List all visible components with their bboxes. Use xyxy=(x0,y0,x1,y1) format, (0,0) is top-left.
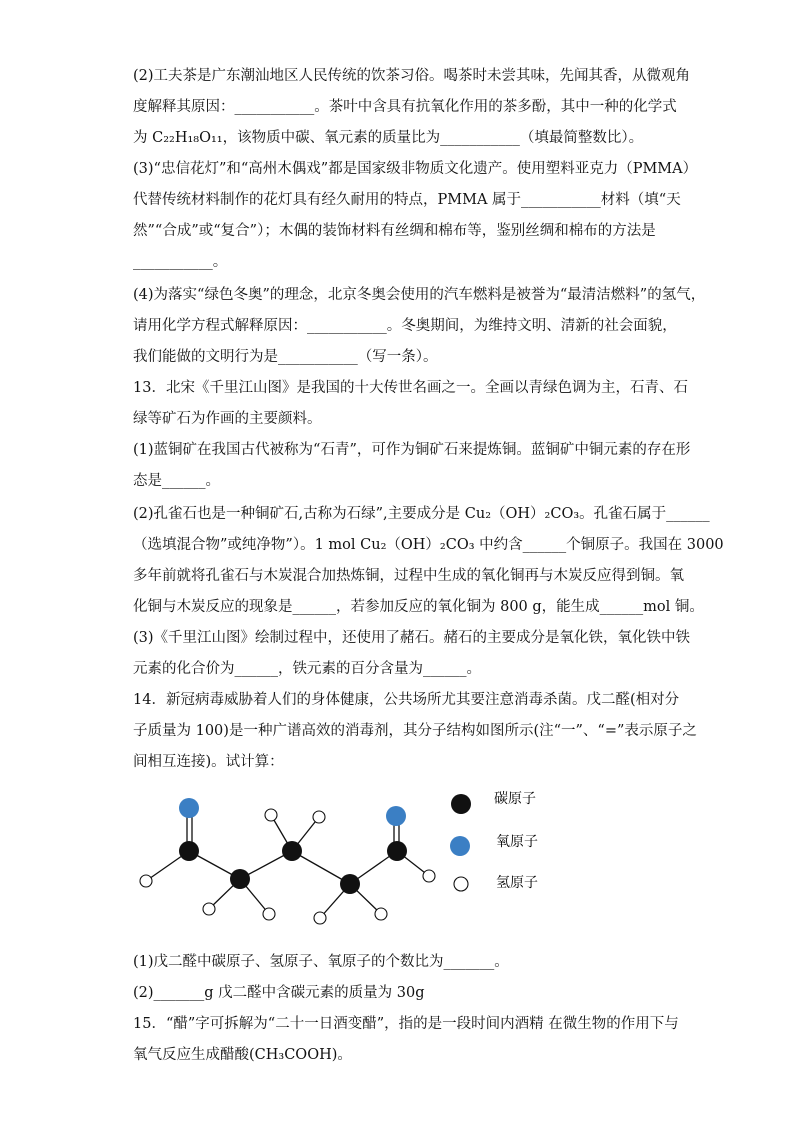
glutaraldehyde-structure-diagram xyxy=(130,790,590,940)
carbon-atom xyxy=(387,841,407,861)
legend-oxygen-icon xyxy=(450,836,470,856)
hydrogen-atom xyxy=(423,870,435,882)
carbon-atom xyxy=(340,874,360,894)
text-line: 氧气反应生成醋酸(CH₃COOH)。 xyxy=(133,1047,352,1063)
hydrogen-atom xyxy=(140,875,152,887)
legend-hydrogen-label: 氢原子 xyxy=(496,875,538,891)
text-line: 请用化学方程式解释原因：___________。冬奥期间，为维持文明、清新的社会面貌， xyxy=(133,318,677,334)
text-line: 我们能做的文明行为是___________（写一条）。 xyxy=(133,349,438,365)
hydrogen-atom xyxy=(313,811,325,823)
text-line: (2)_______g 戊二醛中含碳元素的质量为 30g xyxy=(133,985,425,1001)
text-line: (4)为落实“绿色冬奥”的理念，北京冬奥会使用的汽车燃料是被誉为“最清洁燃料”的氢气， xyxy=(133,287,706,303)
legend-oxygen-label: 氧原子 xyxy=(496,834,538,850)
text-line: （选填混合物”或纯净物”）。1 mol Cu₂（OH）₂CO₃ 中约含______个铜原子。我国在 3000 xyxy=(133,537,724,553)
hydrogen-atom xyxy=(265,809,277,821)
text-line: 多年前就将孔雀石与木炭混合加热炼铜，过程中生成的氧化铜再与木炭反应得到铜。氧 xyxy=(133,568,684,584)
hydrogen-atom xyxy=(263,908,275,920)
text-line: (3)《千里江山图》绘制过程中，还使用了赭石。赭石的主要成分是氧化铁，氧化铁中铁 xyxy=(133,630,691,646)
text-line: 子质量为 100)是一种广谱高效的消毒剂，其分子结构如图所示(注“一”、“=”表示原子之 xyxy=(133,723,697,739)
text-line: 为 C₂₂H₁₈O₁₁，该物质中碳、氧元素的质量比为___________（填最简整数比）。 xyxy=(133,130,644,146)
text-line: 化铜与木炭反应的现象是______，若参加反应的氧化铜为 800 g，能生成______mol 铜。 xyxy=(133,599,704,615)
text-line: 态是______。 xyxy=(133,473,220,489)
legend-hydrogen-icon xyxy=(454,877,468,891)
text-line: (2)工夫茶是广东潮汕地区人民传统的饮茶习俗。喝茶时未尝其味，先闻其香，从微观角 xyxy=(133,68,691,84)
legend-carbon-icon xyxy=(451,794,471,814)
text-line: 绿等矿石为作画的主要颜料。 xyxy=(133,411,322,427)
text-line: 间相互连接)。试计算： xyxy=(133,754,284,770)
carbon-atom xyxy=(179,841,199,861)
hydrogen-atom xyxy=(203,903,215,915)
text-line: 元素的化合价为______，铁元素的百分含量为______。 xyxy=(133,661,481,677)
question-15-heading: 15．“醋”字可拆解为“二十一日酒变醋”，指的是一段时间内酒精 在微生物的作用下与 xyxy=(133,1016,679,1032)
oxygen-atom xyxy=(386,806,406,826)
text-line: (1)戊二醛中碳原子、氢原子、氧原子的个数比为_______。 xyxy=(133,954,509,970)
text-line: 然”“合成”或“复合”）；木偶的装饰材料有丝绸和棉布等，鉴别丝绸和棉布的方法是 xyxy=(133,223,656,239)
text-line: 代替传统材料制作的花灯具有经久耐用的特点，PMMA 属于___________材料（填“天 xyxy=(133,192,681,208)
text-line: 度解释其原因：___________。茶叶中含具有抗氧化作用的茶多酚，其中一种的化学式 xyxy=(133,99,677,115)
question-14-heading: 14．新冠病毒威胁着人们的身体健康，公共场所尤其要注意消毒杀菌。戊二醛(相对分 xyxy=(133,692,680,708)
legend-carbon-label: 碳原子 xyxy=(494,791,536,807)
carbon-atom xyxy=(230,869,250,889)
text-line: ___________。 xyxy=(133,254,228,270)
oxygen-atom xyxy=(179,798,199,818)
question-13-heading: 13．北宋《千里江山图》是我国的十大传世名画之一。全画以青绿色调为主，石青、石 xyxy=(133,380,688,396)
text-line: (2)孔雀石也是一种铜矿石,古称为石绿”,主要成分是 Cu₂（OH）₂CO₃。孔雀石属于______ xyxy=(133,506,710,522)
hydrogen-atom xyxy=(314,912,326,924)
carbon-atom xyxy=(282,841,302,861)
text-line: (3)“忠信花灯”和“高州木偶戏”都是国家级非物质文化遗产。使用塑料亚克力（PMMA） xyxy=(133,161,698,177)
text-line: (1)蓝铜矿在我国古代被称为“石青”，可作为铜矿石来提炼铜。蓝铜矿中铜元素的存在形 xyxy=(133,442,691,458)
hydrogen-atom xyxy=(375,908,387,920)
